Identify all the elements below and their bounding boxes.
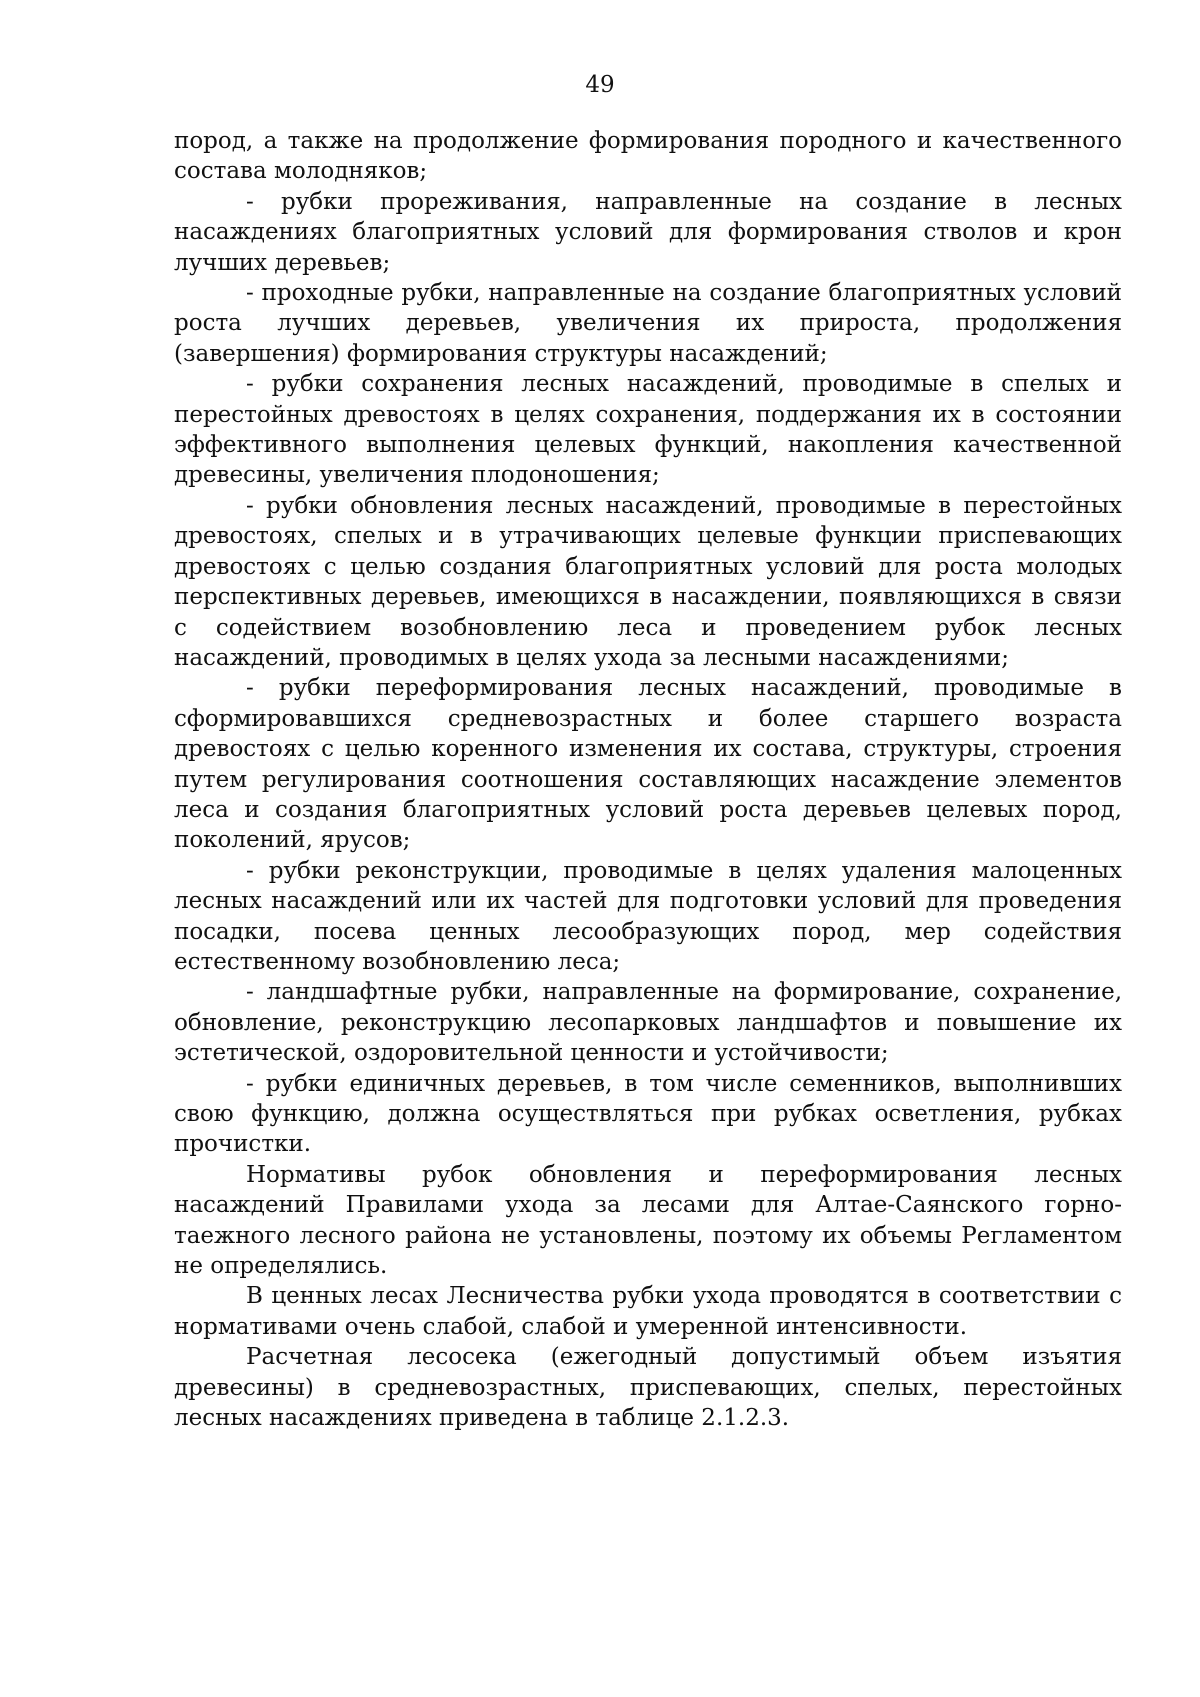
paragraph-landscape-cuts: - ландшафтные рубки, направленные на формирование, сохранение, обновление, реконструкцию лесопарковых ландшафтов и повышение их эстетической, оздоровительной ценности и устойчивости; <box>174 979 1122 1067</box>
paragraph-allowable-cut: Расчетная лесосека (ежегодный допустимый объем изъятия древесины) в средневозрастных, приспевающих, спелых, перестойных лесных насаждениях приведена в таблице 2.1.2.3. <box>174 1344 1122 1432</box>
paragraph-thinning-cuts: - рубки прореживания, направленные на создание в лесных насаждениях благоприятных условий для формирования стволов и крон лучших деревьев; <box>174 188 1122 276</box>
paragraph-renewal-cuts: - рубки обновления лесных насаждений, проводимые в перестойных древостоях, спелых и в утрачивающих целевые функции приспевающих древостоях с целью создания благоприятных условий для роста молодых перспективных деревьев, имеющихся в насаждении, появляющихся в связи с содействием возобновлению леса и проведением рубок лесных насаждений, проводимых в целях ухода за лесными насаждениями; <box>174 492 1122 671</box>
paragraph-reconstruction-cuts: - рубки реконструкции, проводимые в целях удаления малоценных лесных насаждений или их частей для подготовки условий для проведения посадки, посева ценных лесообразующих пород, мер содействия естественному возобновлению леса; <box>174 857 1122 975</box>
paragraph-reformation-cuts: - рубки переформирования лесных насаждений, проводимые в сформировавшихся средневозрастных и более старшего возраста древостоях с целью коренного изменения их состава, структуры, строения путем регулирования соотношения составляющих насаждение элементов леса и создания благоприятных условий роста деревьев целевых пород, поколений, ярусов; <box>174 675 1122 854</box>
page-number: 49 <box>585 72 615 98</box>
paragraph-single-tree-cuts: - рубки единичных деревьев, в том числе семенников, выполнивших свою функцию, должна осуществляться при рубках осветления, рубках прочистки. <box>174 1070 1122 1158</box>
paragraph-preservation-cuts: - рубки сохранения лесных насаждений, проводимые в спелых и перестойных древостоях в целях сохранения, поддержания их в состоянии эффективного выполнения целевых функций, накопления качественной древесины, увеличения плодоношения; <box>174 371 1122 489</box>
paragraph-norms: Нормативы рубок обновления и переформирования лесных насаждений Правилами ухода за лесами для Алтае-Саянского горно-таежного лесного района не установлены, поэтому их объемы Регламентом не определялись. <box>174 1161 1122 1280</box>
paragraph-passage-cuts: - проходные рубки, направленные на создание благоприятных условий роста лучших деревьев, увеличения их прироста, продолжения (завершения) формирования структуры насаждений; <box>174 280 1122 367</box>
paragraph-continuation: пород, а также на продолжение формирования породного и качественного состава молодняков; <box>174 128 1122 185</box>
paragraph-valuable-forests: В ценных лесах Лесничества рубки ухода проводятся в соответствии с нормативами очень слабой, слабой и умеренной интенсивности. <box>174 1283 1122 1340</box>
document-body <box>174 126 1122 1433</box>
